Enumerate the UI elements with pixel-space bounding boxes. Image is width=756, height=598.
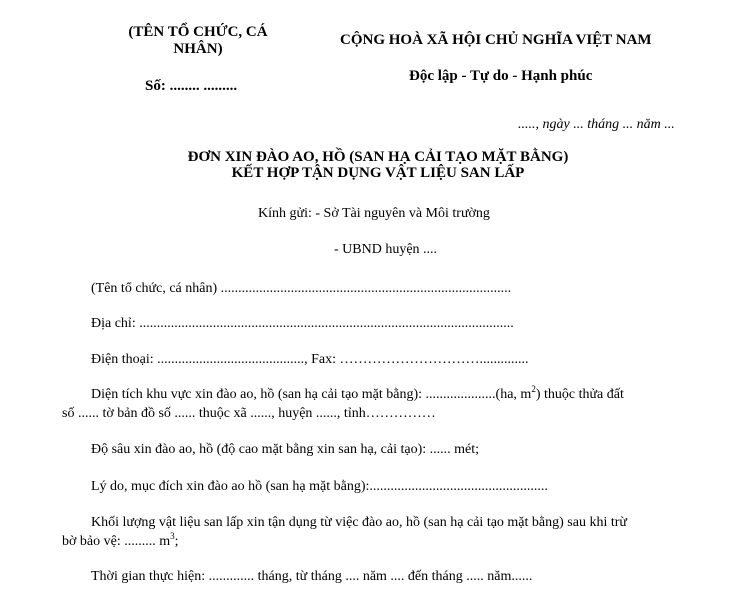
field-area-text-end: ) thuộc thửa đất <box>535 387 624 402</box>
field-area-line1 <box>91 384 624 403</box>
document-number: Số: ........ ......... <box>145 78 238 94</box>
field-area-text: Diện tích khu vực xin đào ao, hồ (san hạ cải tạo mặt bằng): ....................(ha, m <box>91 387 532 402</box>
date-line: ....., ngày ... tháng ... năm ... <box>518 117 675 132</box>
recipient-line2: - UBND huyện .... <box>334 242 438 257</box>
recipient-line1: Kính gửi: - Sở Tài nguyên và Môi trường <box>258 206 490 221</box>
field-address: Địa chỉ: ........................................................................................................... <box>91 316 514 331</box>
document-title-line2: KẾT HỢP TẬN DỤNG VẬT LIỆU SAN LẤP <box>231 165 525 181</box>
field-area-line2: số ...... tờ bản đồ số ...... thuộc xã ......, huyện ......, tỉnh…………… <box>62 406 436 421</box>
field-applicant-name: (Tên tổ chức, cá nhân) ................................................................................... <box>91 281 512 296</box>
field-volume-line2 <box>62 531 179 550</box>
national-motto: Độc lập - Tự do - Hạnh phúc <box>409 68 593 84</box>
field-time-period: Thời gian thực hiện: ............. tháng, từ tháng .... năm .... đến tháng ..... năm...... <box>91 569 533 584</box>
field-reason: Lý do, mục đích xin đào ao hồ (san hạ mặt bằng):................................................... <box>91 479 548 494</box>
field-phone-fax: Điện thoại: .........................................., Fax: ………………………….............. <box>91 352 529 367</box>
field-volume-superscript: 3 <box>170 531 175 541</box>
organization-name-placeholder: (TÊN TỔ CHỨC, CÁ NHÂN) <box>128 24 268 57</box>
field-area-superscript: 2 <box>531 384 536 394</box>
field-depth: Độ sâu xin đào ao, hồ (độ cao mặt bằng xin san hạ, cải tạo): ...... mét; <box>91 442 480 457</box>
field-volume-text: bờ bảo vệ: ......... m <box>62 534 171 549</box>
country-name-heading: CỘNG HOÀ XÃ HỘI CHỦ NGHĨA VIỆT NAM <box>340 32 652 48</box>
field-volume-line1: Khối lượng vật liệu san lấp xin tận dụng từ việc đào ao, hồ (san hạ cải tạo mặt bằng) sau khi trừ <box>91 515 627 530</box>
document-title-line1: ĐƠN XIN ĐÀO AO, HỒ (SAN HẠ CẢI TẠO MẶT BẰNG) <box>187 149 569 165</box>
field-volume-text-end: ; <box>174 534 179 549</box>
